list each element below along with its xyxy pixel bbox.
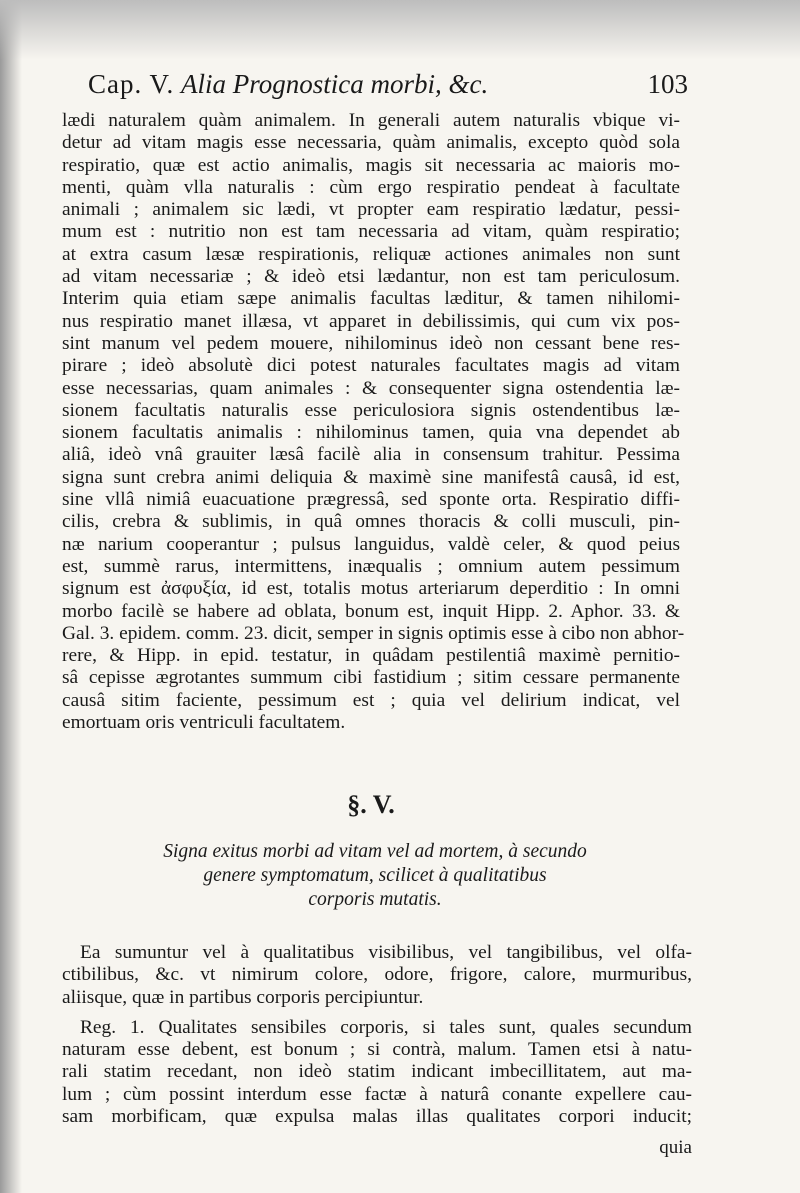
text-line: emortuam oris ventriculi facultatem. (62, 712, 346, 734)
text-line: sionem facultatis naturalis esse periculosiora signis ostendentibus læ- (62, 399, 680, 421)
text-line: Reg. 1. Qualitates sensibiles corporis, si tales sunt, quales secundum (80, 1016, 692, 1038)
text-line: est, summè rarus, intermittens, inæqualis ; omnium autem pessimum (62, 555, 680, 577)
text-line: aliâ, ideò vnâ grauiter læsâ facilè alia in consensum trahitur. Pessima (62, 444, 680, 466)
section-subtitle (70, 840, 680, 912)
text-line: sâ cepisse ægrotantes summum cibi fastidium ; sitim cessare permanente (62, 667, 680, 689)
text-line: ad vitam necessariæ ; & ideò etsi lædantur, non est tam periculosum. (62, 266, 680, 288)
subtitle-line: genere symptomatum, scilicet à qualitatibus (203, 865, 547, 886)
paragraph-1 (62, 110, 685, 734)
text-line: sine vllâ nimiâ euacuatione prægressâ, sed sponte orta. Respiratio diffi- (62, 489, 680, 511)
text-line: sint manum vel pedem mouere, nihilominus ideò non cessant bene res- (62, 332, 680, 354)
text-line: Interim quia etiam sæpe animalis facultas læditur, & tamen nihilomi- (62, 288, 680, 310)
running-title: Alia Prognostica morbi, &c. (181, 69, 489, 99)
text-line: morbo facilè se habere ad oblata, bonum est, inquit Hipp. 2. Aphor. 33. & (62, 600, 680, 622)
text-line: at extra casum læsæ respirationis, reliquæ actiones animales non sunt (62, 243, 680, 265)
text-line: respiratio, quæ est actio animalis, magis sit necessaria ac maioris mo- (62, 154, 680, 176)
text-line: sam morbificam, quæ expulsa malas illas qualitates corpori inducit; (62, 1106, 692, 1128)
top-shadow (0, 0, 800, 60)
text-line: detur ad vitam magis esse necessaria, quàm animalis, excepto quòd sola (62, 132, 680, 154)
text-line: ctibilibus, &c. vt nimirum colore, odore, frigore, calore, murmuribus, (62, 964, 692, 986)
text-line: menti, quàm vlla naturalis : cùm ergo respiratio pendeat à facultate (62, 176, 680, 198)
text-line: animali ; animalem sic lædi, vt propter eam respiratio lædatur, pessi- (62, 199, 680, 221)
text-line: signum est ἀσφυξία, id est, totalis motus arteriarum deperditio : In omni (62, 578, 680, 600)
text-line: næ narium cooperantur ; pulsus languidus, valdè celer, & quod peius (62, 533, 680, 555)
text-line: lædi naturalem quàm animalem. In generali autem naturalis vbique vi- (62, 110, 680, 131)
text-line: rere, & Hipp. in epid. testatur, in quâdam pestilentiâ maximè pernitio- (62, 645, 680, 667)
text-line: esse necessarias, quam animales : & consequenter signa ostendentia læ- (62, 377, 680, 399)
text-line: cilis, crebra & sublimis, in quâ omnes thoracis & colli musculi, pin- (62, 511, 680, 533)
text-line: naturam esse debent, est bonum ; si contrà, malum. Tamen etsi à natu- (62, 1039, 692, 1061)
section-heading: §. V. (347, 790, 395, 819)
binding-shadow (0, 0, 22, 1193)
paragraph-2-and-3 (62, 942, 692, 1128)
page-number: 103 (647, 69, 688, 99)
text-line: causâ sitim faciente, pessimum est ; quia vel delirium indicat, vel (62, 689, 680, 711)
text-line: signa sunt crebra animi deliquia & maximè sine manifestâ causâ, id est, (62, 466, 680, 488)
subtitle-line: Signa exitus morbi ad vitam vel ad mortem, à secundo (163, 841, 587, 862)
text-line: sionem facultatis animalis : nihilominus tamen, quia vna dependet ab (62, 422, 680, 444)
text-line: nus respiratio manet illæsa, vt apparet in debilissimis, qui cum vix pos- (62, 310, 680, 332)
text-line: Gal. 3. epidem. comm. 23. dicit, semper in signis optimis esse à cibo non abhor- (62, 622, 685, 644)
text-line: Ea sumuntur vel à qualitatibus visibilibus, vel tangibilibus, vel olfa- (80, 942, 692, 963)
text-line: mum est : nutritio non est tam necessaria ad vitam, quàm respiratio; (62, 221, 680, 243)
text-line: lum ; cùm possint interdum esse factæ à naturâ conante expellere cau- (62, 1083, 692, 1105)
running-header (88, 66, 688, 102)
text-line: aliisque, quæ in partibus corporis percipiuntur. (62, 986, 424, 1008)
chapter-label: Cap. V. (88, 69, 175, 99)
catchword: quia (659, 1137, 692, 1158)
text-line: rali statim recedant, non ideò statim indicant imbecillitatem, aut ma- (62, 1061, 692, 1083)
subtitle-line: corporis mutatis. (308, 889, 442, 910)
text-line: pirare ; ideò absolutè dici potest naturales facultates magis ad vitam (62, 355, 680, 377)
